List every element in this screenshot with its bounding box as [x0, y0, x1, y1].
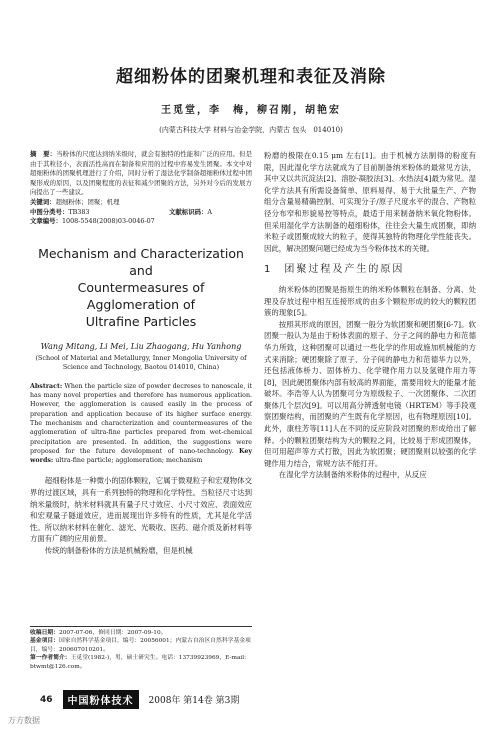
left-column	[30, 150, 252, 557]
clc-number: 中图分类号：TB383	[30, 207, 90, 216]
keywords-text: 超细粉体；团聚；机理	[55, 197, 120, 206]
right-paragraph-4: 在湿化学方法制备纳米粉体的过程中，从反应	[278, 470, 427, 480]
journal-issue: 2008年 第14卷 第3期	[148, 696, 240, 706]
section-heading-1: 1 团聚过程及产生的原因	[264, 264, 405, 276]
paper-authors: 王觅堂，李 梅，柳召刚，胡艳宏	[161, 105, 341, 116]
abstract-label: 摘 要：	[30, 150, 57, 158]
english-affiliation: (School of Material and Metallurgy, Inner Mongolia University of Science and Technology, Baotou 014010, China)	[35, 353, 247, 372]
paper-affiliation: (内蒙古科技大学 材料与冶金学院，内蒙古 包头 014010)	[159, 126, 343, 134]
right-paragraph-3: 按照其形成的原因，团聚一般分为软团聚和硬团聚[6-7]。软团聚一般认为是由于粉体表面的原子、分子之间的静电力和范德华力所致，这种团聚可以通过一些化学的作用或施加机械能的方式来消除；硬团聚除了原子、分子间的静电力和范德华力以外，还包括液体桥力、固体桥力、化学键作用力以及氢键作用力等[8]，因此硬团聚体内部有较高的界面能，需要用较大的能量才能破坏。李浩等人认为团聚可分为原级粒子、一次团聚体、二次团聚体几个层次[9]。可以用高分辨透射电镜（HRTEM）等手段观察团聚结构，而团聚的产生既有化学原因，也有物理原因[10]。此外，康柱芳等[11]人在不同的反应阶段对团聚的形成给出了解释。小的颗粒团聚结构为大的颗粒之间，比较易于形成团聚体，但可用超声等方式打散，因此为软团聚；硬团聚则以较强的化学键作用力结合，常规方法不能打开。	[264, 319, 476, 468]
right-column	[264, 150, 476, 481]
keywords-label: 关键词：	[30, 197, 56, 206]
english-abstract: Abstract: When the particle size of powder decreses to nanoscale, it has many novel properties and therefore has numerous application. However, the agglomeration is caused easily in the process of preparation and application because of its higher surface energy. The mechanism and characterization and countermeasures of the agglomeration of ultra-fine particles prepared from wet-chemical precipitation are presented. In addition, the suggestions were proposed for the future development of nano-technology. Key words: ultra-fine particle; agglomeration; mechanism	[30, 382, 252, 465]
page-number: 46	[40, 694, 53, 705]
document-code: 文献标识码：A	[169, 207, 212, 216]
journal-logo: 中国粉体技术	[63, 690, 139, 709]
paper-title: 超细粉体的团聚机理和表征及消除	[116, 67, 386, 87]
intro-paragraph-1: 超细粉体是一种微小的固体颗粒，它属于微观粒子和宏观物体交界的过渡区域，具有一系列独特的物理和化学特性。当粒径尺寸达到纳米量级时，纳米材料就具有量子尺寸效应、小尺寸效应、表面效应和宏观量子隧道效应，进而展现出许多特有的性质，尤其是化学活性。所以纳米材料在催化、滤光、光吸收、医药、磁介质及新材料等方面有广阔的应用前景。	[30, 476, 252, 544]
right-paragraph-2: 纳米粉体的团聚是指原生的纳米粉体颗粒在制备、分离、处理及存放过程中相互连接形成的由多个颗粒形成的较大的颗粒团簇的现象[5]。	[264, 284, 476, 318]
keywords-zh	[30, 198, 252, 208]
classification-row	[30, 208, 252, 218]
footnote: 收稿日期：2007-07-06，修回日期：2007-09-10。 基金项目：国家自然科学基金项目，编号：20056001；内蒙古自治区自然科学基金项目，编号：200607010201。 第一作者简介：王觅堂(1982-)，男，硕士研究生。电话：13739923969，E-mail: btwmt@126.com。	[30, 626, 252, 671]
abstract-text: 当粉体的尺度达到纳米级时，就会有独特的性能和广泛的应用。但是由于其粒径小，表面活性高而在制备和应用的过程中容易发生团聚。本文中对超细粉体的团聚机理进行了介绍，同时分析了湿法化学制备超细粉体过程中团聚形成的原因，以及团聚程度的表征和减少团聚的方法，另外对今后的发展方向提出了一些建议。	[30, 150, 253, 197]
left-body-text	[30, 475, 252, 556]
right-paragraph-1: 粉磨的极限在0.15 μm 左右[1]。由于机械方法制得的粉度有限，因此湿化学方法就成为了目前制备纳米粉体的最常见方法，其中又以共沉淀法[2]、溶胶-凝胶法[3]、水热法[4]最为常见。湿化学方法具有所需设备简单、原料易得、易于大批量生产、产物组分含量易精确控制、可实现分子/原子尺度水平的混合、产物粒径分布窄和形貌易控等特点，最适于用来制备纳米氧化物粉体。但采用湿化学方法制备的超细粉体，往往会大量生成团聚，即纳米粒子或团聚成较大的粒子，使得其独特的物理化学性能丧失。因此，解决团聚问题已经成为当今粉体技术的关键。	[264, 151, 476, 253]
article-number: 文章编号：1008-5548(2008)03-0046-07	[30, 217, 155, 226]
english-authors: Wang Mitang, Li Mei, Liu Zhaogang, Hu Yanhong	[40, 341, 242, 351]
chinese-abstract	[30, 150, 252, 198]
english-title: Mechanism and Characterization and Countermeasures of Agglomeration of Ultrafine Particles	[38, 245, 244, 329]
journal-footer	[40, 690, 239, 709]
watermark: 万方数据	[8, 716, 40, 725]
intro-paragraph-2: 传统的制备粉体的方法是机械粉磨，但是机械	[44, 545, 193, 555]
